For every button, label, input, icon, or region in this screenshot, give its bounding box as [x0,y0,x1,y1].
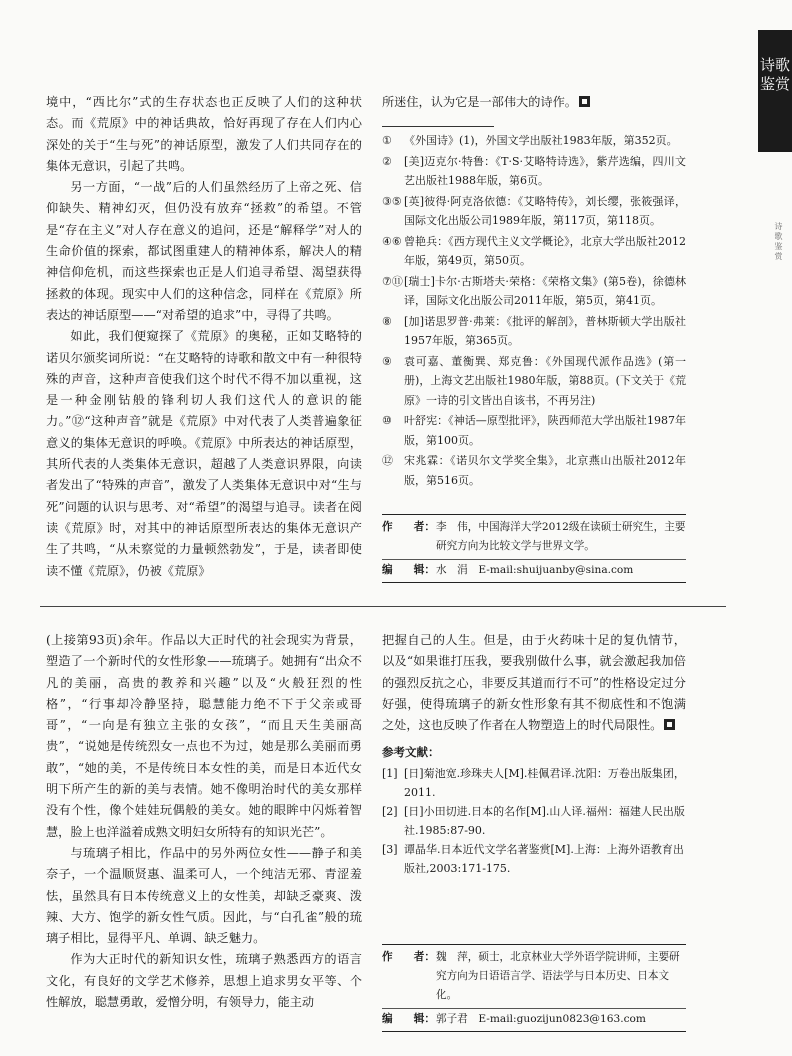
author-row: 作 者： 魏 萍，硕士，北京林业大学外语学院讲师，主要研究方向为日语语言学、语法学与日本历史、日本文化。 [382,951,680,1001]
paragraph: 境中，“西比尔”式的生存状态也正反映了人们的这种状态。而《荒原》中的神话典故，恰好再现了存在人们内心深处的关于“生与死”的神话原型，激发了人们共同存在的集体无意识，引起了共鸣。 [46,95,362,173]
editor-row: 编 辑： 郭子君 E-mail:guozijun0823@163.com [382,1013,646,1025]
bottom-left-column [46,630,362,1013]
info-divider [382,559,686,560]
editor-row: 编 辑： 水 涓 E-mail:shuijuanby@sina.com [382,564,634,576]
bottom-right-column [382,630,686,878]
section-tab [758,30,792,152]
end-mark-icon [664,719,675,730]
footnotes [382,126,686,490]
footnote: ⑧ [加]诺思罗普·弗莱：《批评的解剖》，普林斯顿大学出版社1957年版，第365页。 [382,314,686,348]
reference-item: [2] [日]小田切进.日本的名作[M].山人译.福州：福建人民出版社.1985:87-90. [382,805,685,838]
author-info-box [382,944,686,1032]
top-right-column [382,92,686,491]
section-tab-label: 诗歌鉴赏 [759,56,790,93]
footnote: ⑫ 宋兆霖：《诺贝尔文学奖全集》，北京燕山出版社2012年版，第516页。 [382,454,686,487]
author-info-box [382,514,686,583]
top-left-column [46,92,362,582]
footnote: ① 《外国诗》(1)，外国文学出版社1983年版，第352页。 [382,134,678,148]
author-row: 作 者： 李 伟，中国海洋大学2012级在读硕士研究生，主要研究方向为比较文学与世界文学。 [382,521,686,552]
section-tab-sub: 诗歌鉴赏 [774,222,783,262]
paragraph: 另一方面，“一战”后的人们虽然经历了上帝之死、信仰缺失、精神幻灭，但仍没有放弃“拯救”的希望。不管是“存在主义”对人存在意义的追问，还是“解释学”对人的生命价值的探索，都试图重建人的精神体系，解决人的精神信仰危机，而这些探索也正是人们追寻希望、渴望获得拯救的体现。现实中人们的这种信念，同样在《荒原》所表达的神话原型——“对希望的追求”中，寻得了共鸣。 [46,180,362,322]
footnote: ⑩ 叶舒宪：《神话—原型批评》，陕西师范大学出版社1987年版，第100页。 [382,414,686,447]
footnote: ⑨ 袁可嘉、董衡巽、郑克鲁：《外国现代派作品选》(第一册)，上海文艺出版社1980年版，第88页。(下文关于《荒原》一诗的引文皆出自该书，不再另注) [382,354,686,407]
paragraph: (上接第93页)余年。作品以大正时代的社会现实为背景，塑造了一个新时代的女性形象——琉璃子。她拥有“出众不凡的美丽，高贵的教养和兴趣”以及“火般狂烈的性格”，“行事却冷静坚持，聪慧能力绝不下于父亲或哥哥”，“一向是有独立主张的女孩”，“而且天生美丽高贵”，“说她是传统烈女一点也不为过，她是那么美丽而勇敢”，“她的美，不是传统日本女性的美，而是日本近代女明下所产生的新的美与表情。她不像明治时代的美女那样没有个性，像个娃娃玩偶般的美女。她的眼眸中闪烁着智慧，脸上也洋溢着成熟文明妇女所特有的知识光芒”。 [46,633,362,839]
paragraph: 如此，我们便窥探了《荒原》的奥秘，正如艾略特的诺贝尔颁奖词所说：“在艾略特的诗歌和散文中有一种很特殊的声音，这种声音使我们这个时代不得不加以重视，这是一种金刚钻般的锋利切人我们这代人的意识的能力。”⑫“这种声音”就是《荒原》中对代表了人类普遍象征意义的集体无意识的呼唤。《荒原》中所表达的神话原型，其所代表的人类集体无意识，超越了人类意识界限，向读者发出了“特殊的声音”，激发了人类集体无意识中对“生与死”问题的认识与思考、对“希望”的渴望与追寻。读者在阅读《荒原》时，对其中的神话原型所表达的集体无意识产生了共鸣，“从未察觉的力量顿然勃发”，于是，读者即使读不懂《荒原》，仍被《荒原》 [46,329,362,578]
reference-item: [1] [日]菊池宽.珍珠夫人[M].桂佩君译.沈阳：万卷出版集团，2011. [382,767,685,800]
reference-item: [3] 谭晶华.日本近代文学名著鉴赏[M].上海：上海外语教育出版社,2003:171-175. [382,843,684,876]
paragraph: 作为大正时代的新知识女性，琉璃子熟悉西方的语言文化，有良好的文学艺术修养，思想上追求男女平等、个性解放，聪慧勇敢，爱憎分明，有领导力，能主动 [46,952,362,1010]
section-divider [40,606,726,607]
footnote: ④⑥ 曾艳兵：《西方现代主义文学概论》，北京大学出版社2012年版，第49页，第50页。 [382,234,686,268]
end-mark-icon [579,96,590,107]
info-divider [382,1008,686,1009]
footnote: ③⑤ [英]彼得·阿克洛依德：《艾略特传》，刘长缨，张筱强译，国际文化出版公司1989年版，第117页，第118页。 [382,194,686,228]
article-ending: 把握自己的人生。但是，由于火药味十足的复仇情节，以及“如果谁打压我，要我别做什么事，就会激起我加倍的强烈反抗之心，非要反其道而行不可”的性格设定过分好强，使得琉璃子的新女性形象有其不彻底性和不饱满之处，这也反映了作者在人物塑造上的时代局限性。 [382,633,686,733]
article-ending: 所迷住，认为它是一部伟大的诗作。 [382,92,686,113]
references-title: 参考文献： [382,745,440,760]
paragraph: 与琉璃子相比，作品中的另外两位女性——静子和美奈子，一个温顺贤惠、温柔可人，一个纯洁无邪、青涩羞怯，虽然具有日本传统意义上的女性美，却缺乏豪爽、泼辣、大方、饱学的新女性气质。因此，与“白孔雀”般的琉璃子相比，显得平凡、单调、缺乏魅力。 [46,845,362,946]
footnote: ⑦⑪ [瑞士]卡尔·古斯塔夫·荣格：《荣格文集》(第5卷)，徐德林译，国际文化出版公司2011年版，第5页，第41页。 [382,274,686,308]
footnote: ② [美]迈克尔·特鲁：《T·S·艾略特诗选》，紫芹选编，四川文艺出版社1988年版，第6页。 [382,154,686,188]
footnote-rule [382,126,494,127]
